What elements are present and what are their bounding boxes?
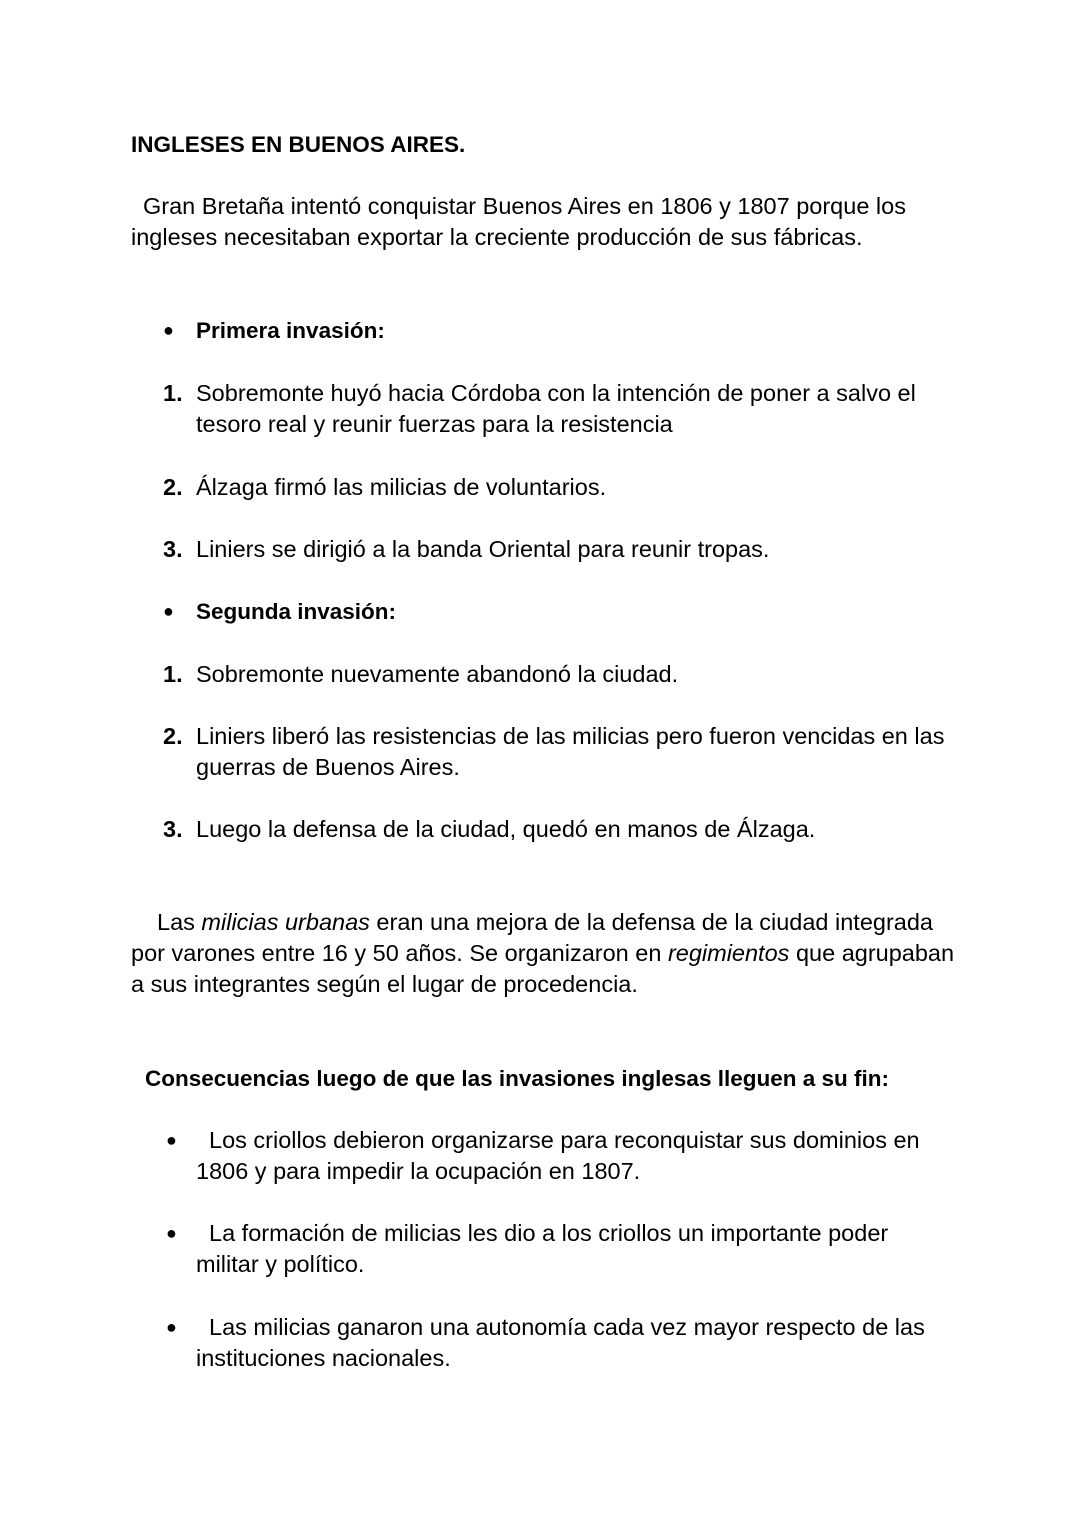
item-text: Sobremonte huyó hacia Córdoba con la intención de poner a salvo el tesoro real y reunir fuerzas para la resistencia <box>196 380 916 437</box>
consecuencia-text: Las milicias ganaron una autonomía cada vez mayor respecto de las instituciones nacionales. <box>196 1314 925 1371</box>
item-number: 2. <box>163 474 183 500</box>
consecuencia-text: La formación de milicias les dio a los criollos un importante poder militar y político. <box>196 1220 889 1277</box>
bullet-icon: ● <box>163 320 174 340</box>
milicias-text-2: eran una mejora de la defensa de la ciudad integrada por varones entre 16 y 50 años. Se organizaron en <box>131 909 933 966</box>
bullet-icon: ● <box>166 1317 177 1337</box>
consecuencias-heading: Consecuencias luego de que las invasiones inglesas lleguen a su fin: <box>145 1066 889 1091</box>
intro-text: Gran Bretaña intentó conquistar Buenos Aires en 1806 y 1807 porque los ingleses necesitaban exportar la creciente producción de sus fábricas. <box>131 193 906 250</box>
milicias-emphasis-2: regimientos <box>667 940 790 966</box>
page-title: INGLESES EN BUENOS AIRES. <box>131 132 466 157</box>
segunda-invasion-label: Segunda invasión: <box>196 599 397 624</box>
milicias-emphasis-1: milicias urbanas <box>201 909 370 935</box>
intro-paragraph <box>131 191 961 253</box>
milicias-text-1: Las <box>157 909 202 935</box>
primera-invasion-label: Primera invasión: <box>196 318 385 343</box>
item-number: 2. <box>163 723 183 749</box>
item-text: Álzaga firmó las milicias de voluntarios. <box>196 474 607 500</box>
bullet-icon: ● <box>166 1130 177 1150</box>
milicias-text-3: que agrupaban a sus integrantes según el lugar de procedencia. <box>131 940 955 997</box>
item-number: 3. <box>163 816 183 842</box>
bullet-icon: ● <box>163 601 174 621</box>
item-number: 1. <box>163 380 183 406</box>
consecuencia-text: Los criollos debieron organizarse para reconquistar sus dominios en 1806 y para impedir la ocupación en 1807. <box>196 1127 920 1184</box>
item-number: 3. <box>163 536 183 562</box>
item-text: Luego la defensa de la ciudad, quedó en manos de Álzaga. <box>196 816 816 842</box>
item-text: Sobremonte nuevamente abandonó la ciudad. <box>196 661 679 687</box>
item-text: Liniers se dirigió a la banda Oriental para reunir tropas. <box>196 536 770 562</box>
item-number: 1. <box>163 661 183 687</box>
item-text: Liniers liberó las resistencias de las milicias pero fueron vencidas en las guerras de Buenos Aires. <box>196 723 945 780</box>
milicias-paragraph <box>131 907 961 1000</box>
bullet-icon: ● <box>166 1223 177 1243</box>
